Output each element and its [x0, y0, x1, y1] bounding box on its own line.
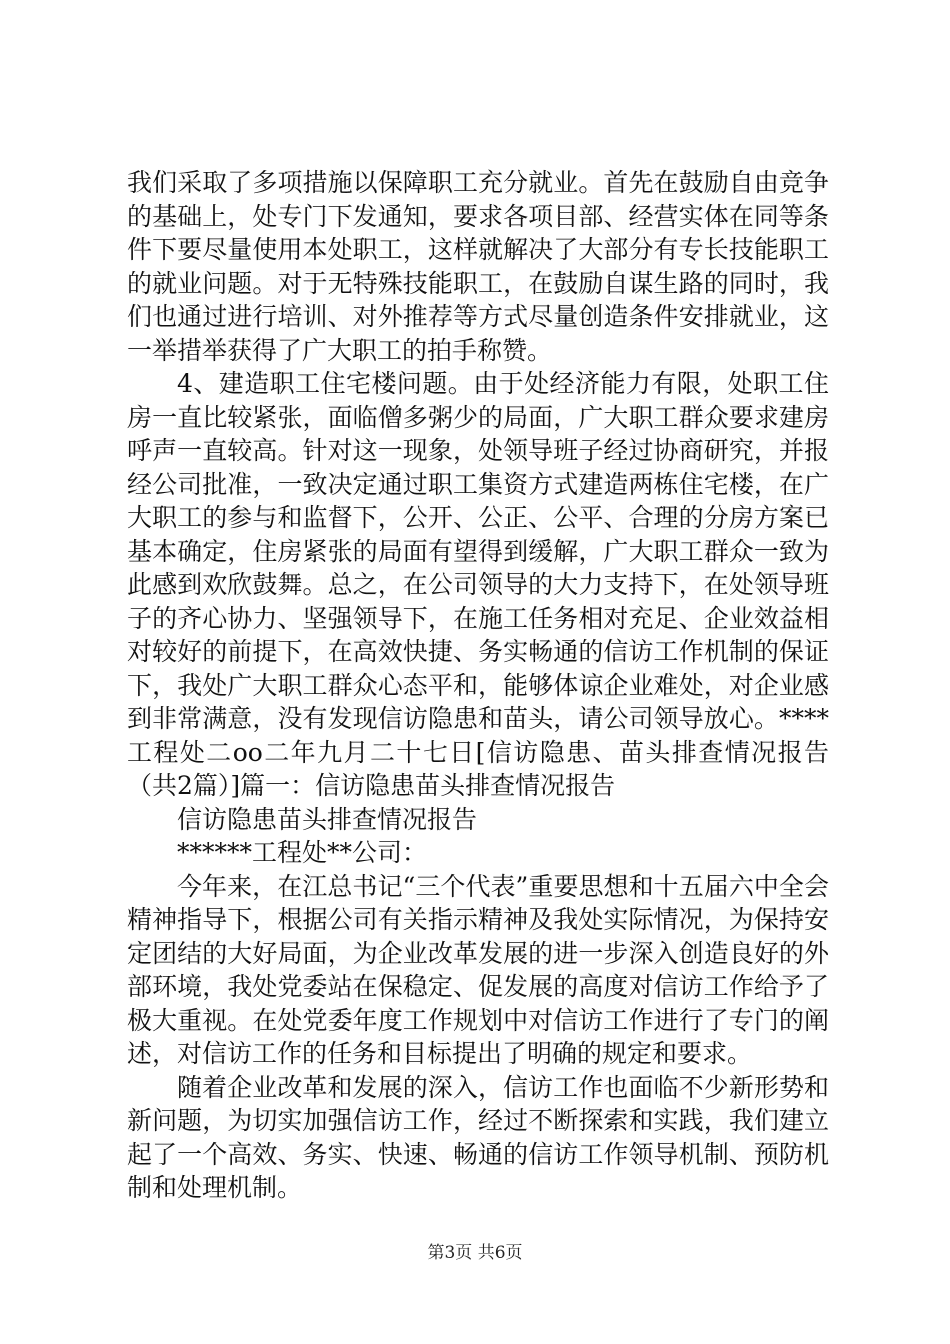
page-footer: 第3页 共6页 — [427, 1243, 523, 1263]
report-addressee: ******工程处**公司： — [177, 838, 428, 867]
paragraph-mechanisms: 随着企业改革和发展的深入，信访工作也面临不少新形势和新问题，为切实加强信访工作，经过不断探索和实践，我们建立起了一个高效、务实、快速、畅通的信访工作领导机制、预防机制和处理机制。 — [127, 1072, 829, 1202]
paragraph-introduction: 今年来，在江总书记“三个代表”重要思想和十五届六中全会精神指导下，根据公司有关指示精神及我处实际情况，为保持安定团结的大好局面，为企业改革发展的进一步深入创造良好的外部环境，我处党委站在保稳定、促发展的高度对信访工作给予了极大重视。在处党委年度工作规划中对信访工作进行了专门的阐述，对信访工作的任务和目标提出了明确的规定和要求。 — [127, 871, 829, 1068]
paragraph-housing-issue: 4、建造职工住宅楼问题。由于处经济能力有限，处职工住房一直比较紧张，面临僧多粥少的局面，广大职工群众要求建房呼声一直较高。针对这一现象，处领导班子经过协商研究，并报经公司批准，一致决定通过职工集资方式建造两栋住宅楼，在广大职工的参与和监督下，公开、公正、公平、合理的分房方案已基本确定，住房紧张的局面有望得到缓解，广大职工群众一致为此感到欢欣鼓舞。总之，在公司领导的大力支持下，在处领导班子的齐心协力、坚强领导下，在施工任务相对充足、企业效益相对较好的前提下，在高效快捷、务实畅通的信访工作机制的保证下，我处广大职工群众心态平和，能够体谅企业难处，对企业感到非常满意，没有发现信访隐患和苗头，请公司领导放心。****工程处二oo二年九月二十七日[信访隐患、苗头排查情况报告（共2篇）]篇一：信访隐患苗头排查情况报告 — [127, 369, 829, 800]
paragraph-employment-measures: 我们采取了多项措施以保障职工充分就业。首先在鼓励自由竞争的基础上，处专门下发通知，要求各项目部、经营实体在同等条件下要尽量使用本处职工，这样就解决了大部分有专长技能职工的就业问题。对于无特殊技能职工，在鼓励自谋生路的同时，我们也通过进行培训、对外推荐等方式尽量创造条件安排就业，这一举措举获得了广大职工的拍手称赞。 — [127, 168, 829, 365]
document-body — [127, 166, 829, 1205]
report-title: 信访隐患苗头排查情况报告 — [177, 804, 478, 834]
